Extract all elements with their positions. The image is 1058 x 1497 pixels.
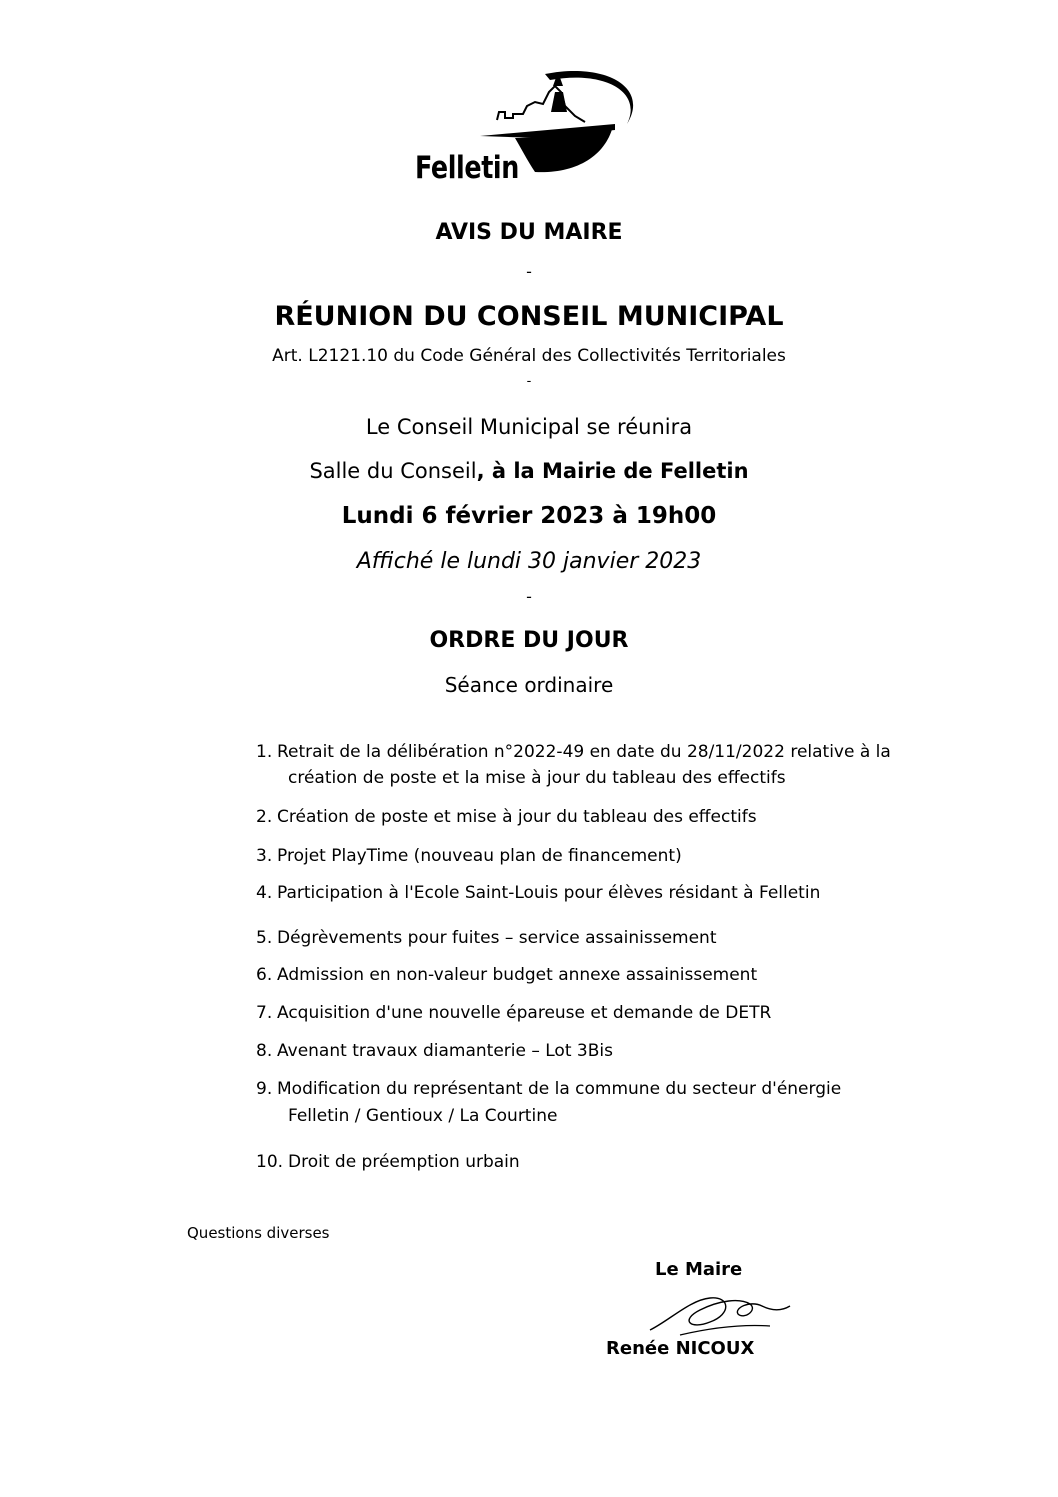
meeting-title: RÉUNION DU CONSEIL MUNICIPAL [274, 301, 784, 332]
agenda-item-text: création de poste et la mise à jour du tableau des effectifs [288, 768, 786, 788]
agenda-item-text: Modification du représentant de la commune du secteur d'énergie [277, 1079, 842, 1099]
meeting-date: Lundi 6 février 2023 à 19h00 [341, 503, 717, 529]
agenda-item-number: 1. [256, 742, 273, 762]
session-type: Séance ordinaire [444, 673, 614, 697]
agenda-item-text: Admission en non-valeur budget annexe assainissement [277, 965, 758, 985]
agenda-item-number: 8. [256, 1041, 273, 1061]
agenda-item-text: Felletin / Gentioux / La Courtine [288, 1106, 558, 1126]
agenda-item-text: Participation à l'Ecole Saint-Louis pour élèves résidant à Felletin [277, 883, 821, 903]
meeting-place-town: , à la Mairie de Felletin [476, 459, 749, 483]
separator-dash: - [526, 587, 532, 606]
agenda-item-number: 2. [256, 807, 273, 827]
signatory-title: Le Maire [655, 1259, 743, 1280]
meeting-announcement: Le Conseil Municipal se réunira [365, 415, 693, 439]
agenda-item-text: Création de poste et mise à jour du tableau des effectifs [277, 807, 757, 827]
agenda-item-number: 10. [256, 1152, 284, 1172]
felletin-logo [415, 62, 645, 188]
agenda-item-text: Droit de préemption urbain [288, 1152, 520, 1172]
agenda-item-number: 3. [256, 846, 273, 866]
agenda-item-number: 6. [256, 965, 273, 985]
agenda-title: ORDRE DU JOUR [429, 628, 629, 653]
agenda-item-number: 4. [256, 883, 273, 903]
posting-date: Affiché le lundi 30 janvier 2023 [356, 549, 702, 574]
agenda-item-number: 7. [256, 1003, 273, 1023]
separator-dash: - [526, 262, 532, 281]
agenda-item-text: Dégrèvements pour fuites – service assainissement [277, 928, 717, 948]
agenda-item-text: Projet PlayTime (nouveau plan de financement) [277, 846, 682, 866]
separator-dash: - [526, 374, 532, 389]
logo-wordmark: Felletin [415, 150, 519, 186]
agenda-item-number: 9. [256, 1079, 273, 1099]
agenda-item-text: Acquisition d'une nouvelle épareuse et demande de DETR [277, 1003, 772, 1023]
meeting-place-room: Salle du Conseil [309, 459, 477, 483]
misc-questions: Questions diverses [187, 1224, 330, 1242]
agenda-item-text: Retrait de la délibération n°2022-49 en date du 28/11/2022 relative à la [277, 742, 891, 762]
agenda-item-number: 5. [256, 928, 273, 948]
notice-title: AVIS DU MAIRE [435, 220, 623, 245]
legal-reference: Art. L2121.10 du Code Général des Collectivités Territoriales [272, 346, 786, 366]
agenda-item-text: Avenant travaux diamanterie – Lot 3Bis [277, 1041, 613, 1061]
meeting-place [0, 459, 1058, 483]
signatory-name: Renée NICOUX [606, 1338, 755, 1359]
